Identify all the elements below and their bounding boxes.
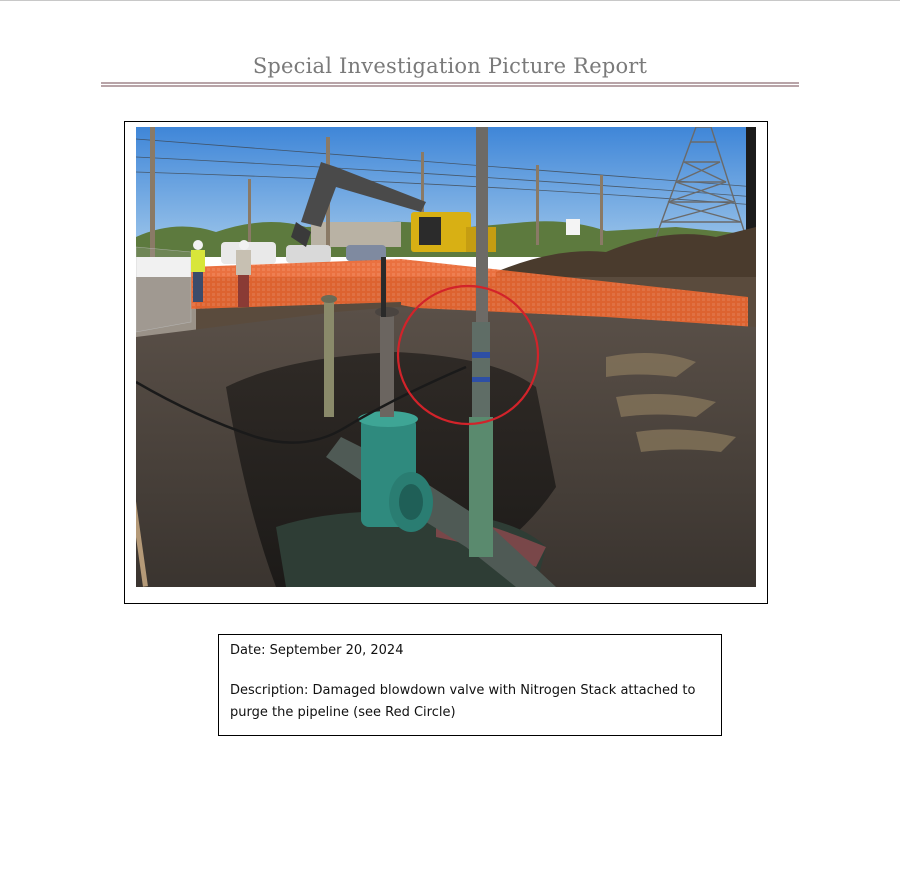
title-underline xyxy=(101,82,799,87)
caption-date: Date: September 20, 2024 xyxy=(230,643,404,658)
site-photo xyxy=(136,127,756,587)
page-top-border xyxy=(0,0,900,1)
caption-description: Description: Damaged blowdown valve with Nitrogen Stack attached to purge the pipeline (see Red Circle) xyxy=(230,683,696,720)
report-title: Special Investigation Picture Report xyxy=(252,54,648,78)
safety-fence-left xyxy=(191,259,401,309)
caption-box xyxy=(218,634,722,736)
photo-frame xyxy=(124,121,768,604)
